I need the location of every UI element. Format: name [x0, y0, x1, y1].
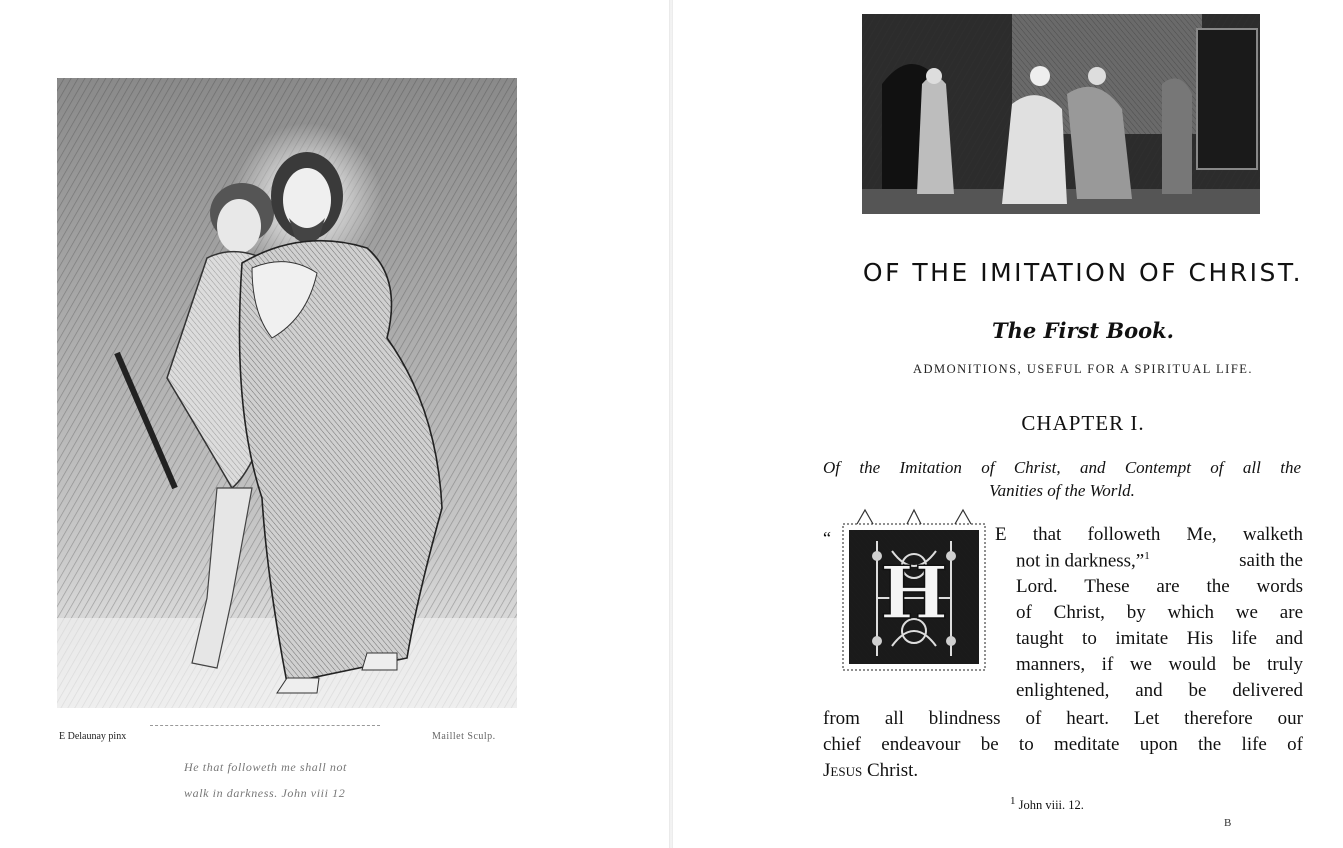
frontispiece-engraving	[57, 78, 517, 708]
footnote	[1010, 795, 1084, 813]
body-line-2	[1016, 550, 1303, 572]
body-line-9: chief endeavour be to meditate upon the life of	[823, 734, 1303, 755]
painter-credit: E Delaunay pinx	[59, 731, 127, 742]
chapter-title-line-2: Vanities of the World.	[989, 481, 1135, 500]
right-page	[673, 0, 1343, 848]
book-title: OF THE IMITATION OF CHRIST.	[862, 258, 1304, 287]
footnote-text: John viii. 12.	[1018, 798, 1084, 813]
body-line-8: from all blindness of heart. Let therefore our	[823, 708, 1303, 729]
plate-caption-line-2	[184, 786, 394, 801]
drop-cap-letter: H	[879, 550, 949, 635]
signature-mark: B	[1224, 817, 1232, 829]
book-tagline: ADMONITIONS, USEFUL FOR A SPIRITUAL LIFE.	[912, 362, 1254, 376]
body-line-2-text: not in darkness,”	[1016, 550, 1145, 572]
footnote-marker: 1	[1010, 795, 1016, 807]
body-line-5: taught to imitate His life and	[1016, 628, 1303, 649]
chapter-title-line-1: Of the Imitation of Christ, and Contempt of all the	[823, 458, 1301, 477]
chapter-title	[823, 456, 1301, 502]
plate-caption-reference: John viii 12	[281, 786, 346, 800]
opening-quote-mark: “	[823, 528, 831, 548]
body-line-10-name: Jesus	[823, 760, 863, 781]
body-line-4: of Christ, by which we are	[1016, 602, 1303, 623]
book-subtitle: The First Book.	[992, 318, 1174, 343]
plate-caption-line-1: He that followeth me shall not	[184, 760, 347, 774]
body-line-3: Lord. These are the words	[1016, 576, 1303, 597]
engraver-credit: Maillet Sculp.	[432, 731, 496, 742]
chapter-heading: CHAPTER I.	[1021, 411, 1145, 435]
chapter-header-engraving	[862, 14, 1260, 214]
body-line-6: manners, if we would be truly	[1016, 654, 1303, 675]
body-line-1: E that followeth Me, walketh	[995, 524, 1303, 545]
body-line-10-text: Christ.	[866, 760, 919, 781]
left-page	[0, 0, 670, 848]
body-line-10	[823, 760, 1303, 782]
plate-caption-text: walk in darkness.	[184, 786, 278, 800]
credit-rule	[150, 725, 380, 726]
footnote-reference: 1	[1144, 550, 1150, 562]
body-line-7: enlightened, and be delivered	[1016, 680, 1303, 701]
body-line-2-tail: saith the	[1239, 550, 1303, 571]
ornamental-drop-cap	[837, 506, 993, 678]
